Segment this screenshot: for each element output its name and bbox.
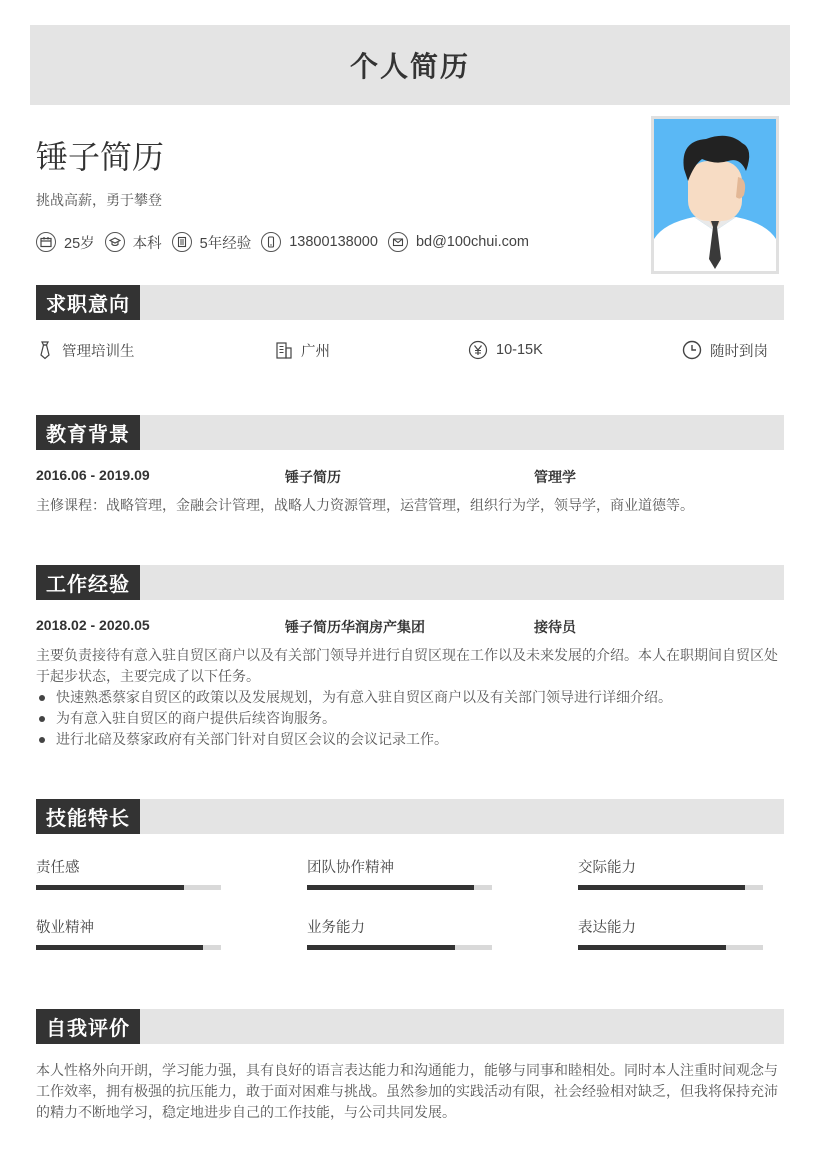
phone-text: 13800138000 <box>289 234 378 250</box>
skill-bar-fill <box>36 945 203 950</box>
work-period: 2018.02 - 2020.05 <box>36 617 150 633</box>
skill-bar-fill <box>307 885 474 890</box>
skill-bar-track <box>36 945 221 950</box>
candidate-name: 锤子简历 <box>36 139 165 175</box>
avatar-photo <box>651 116 779 274</box>
intent-city-text: 广州 <box>301 343 330 360</box>
work-bullets <box>36 687 784 750</box>
self-eval-text: 本人性格外向开朗，学习能力强，具有良好的语言表达能力和沟通能力，能够与同事和睦相处。同时本人注重时间观念与工作效率，拥有极强的抗压能力，敢于面对困难与挑战。虽然参加的实践活动有限，社会经验相对缺乏，但我将保持充沛的精力不断地学习，稳定地进步自己的工作技能，与公司共同发展。 <box>36 1062 778 1120</box>
education-period: 2016.06 - 2019.09 <box>36 467 150 483</box>
phone-item <box>261 232 378 252</box>
email-text: bd@100chui.com <box>415 234 529 250</box>
education-major: 管理学 <box>534 469 576 485</box>
document-icon <box>172 232 192 252</box>
job-intent-row <box>36 338 784 362</box>
intent-position-text: 管理培训生 <box>62 343 135 360</box>
section-work <box>36 565 784 600</box>
skill-bar-track <box>307 945 492 950</box>
education-school: 锤子简历 <box>285 469 341 485</box>
skill-name: 业务能力 <box>307 920 365 936</box>
skill-bar-fill <box>578 885 745 890</box>
intent-salary-text: 10-15K <box>496 342 543 358</box>
section-skills-title: 技能特长 <box>36 799 140 834</box>
experience-text: 5年经验 <box>199 235 252 252</box>
list-item: 进行北碚及蔡家政府有关部门针对自贸区会议的会议记录工作。 <box>36 729 784 750</box>
skill-name: 表达能力 <box>578 920 636 936</box>
skill-bar-fill <box>578 945 726 950</box>
section-intent <box>36 285 784 320</box>
work-company: 锤子简历华润房产集团 <box>285 619 425 635</box>
slogan: 挑战高薪，勇于攀登 <box>36 192 162 208</box>
work-row <box>36 617 784 637</box>
degree-text: 本科 <box>132 235 162 252</box>
education-row <box>36 467 784 487</box>
skill-bar-track <box>578 945 763 950</box>
section-education <box>36 415 784 450</box>
skill-name: 敬业精神 <box>36 920 94 936</box>
building-icon <box>275 340 293 360</box>
intent-salary <box>468 338 543 362</box>
section-skills <box>36 799 784 834</box>
work-summary: 主要负责接待有意入驻自贸区商户以及有关部门领导并进行自贸区现在工作以及未来发展的介绍。本人在职期间自贸区处于起步状态，主要完成了以下任务。 <box>36 647 778 684</box>
header-bar <box>30 25 790 105</box>
intent-position <box>36 338 135 362</box>
education-courses: 主修课程：战略管理，金融会计管理，战略人力资源管理，运营管理，组织行为学，领导学，商业道德等。 <box>36 497 694 513</box>
page-title: 个人简历 <box>349 51 470 82</box>
list-item: 快速熟悉蔡家自贸区的政策以及发展规划，为有意入驻自贸区商户以及有关部门领导进行详细介绍。 <box>36 687 784 708</box>
tie-icon <box>36 340 54 360</box>
skill-bar-track <box>307 885 492 890</box>
yuan-icon <box>468 340 488 360</box>
skill-item <box>578 856 763 878</box>
skill-name: 团队协作精神 <box>307 860 394 876</box>
section-work-title: 工作经验 <box>36 565 140 600</box>
degree-item <box>105 232 162 253</box>
skill-item <box>307 856 492 878</box>
skill-bar-track <box>578 885 763 890</box>
basic-info-row <box>36 230 539 254</box>
section-intent-title: 求职意向 <box>36 285 140 320</box>
experience-item <box>172 232 252 253</box>
skill-name: 交际能力 <box>578 860 636 876</box>
skill-item <box>307 916 492 938</box>
intent-availability <box>682 338 768 362</box>
email-item <box>388 232 529 252</box>
skill-item <box>36 916 221 938</box>
skill-name: 责任感 <box>36 860 80 876</box>
intent-city <box>275 338 330 362</box>
skill-bar-track <box>36 885 221 890</box>
skill-bar-fill <box>36 885 184 890</box>
skill-item <box>36 856 221 878</box>
list-item: 为有意入驻自贸区的商户提供后续咨询服务。 <box>36 708 784 729</box>
clock-icon <box>682 340 702 360</box>
phone-icon <box>261 232 281 252</box>
calendar-icon <box>36 232 56 252</box>
intent-availability-text: 随时到岗 <box>710 343 768 360</box>
section-education-title: 教育背景 <box>36 415 140 450</box>
work-role: 接待员 <box>534 619 576 635</box>
graduation-cap-icon <box>105 232 125 252</box>
section-self-eval <box>36 1009 784 1044</box>
age-item <box>36 232 95 253</box>
section-self-eval-title: 自我评价 <box>36 1009 140 1044</box>
age-text: 25岁 <box>64 235 95 252</box>
mail-icon <box>388 232 408 252</box>
skill-item <box>578 916 763 938</box>
skill-bar-fill <box>307 945 455 950</box>
